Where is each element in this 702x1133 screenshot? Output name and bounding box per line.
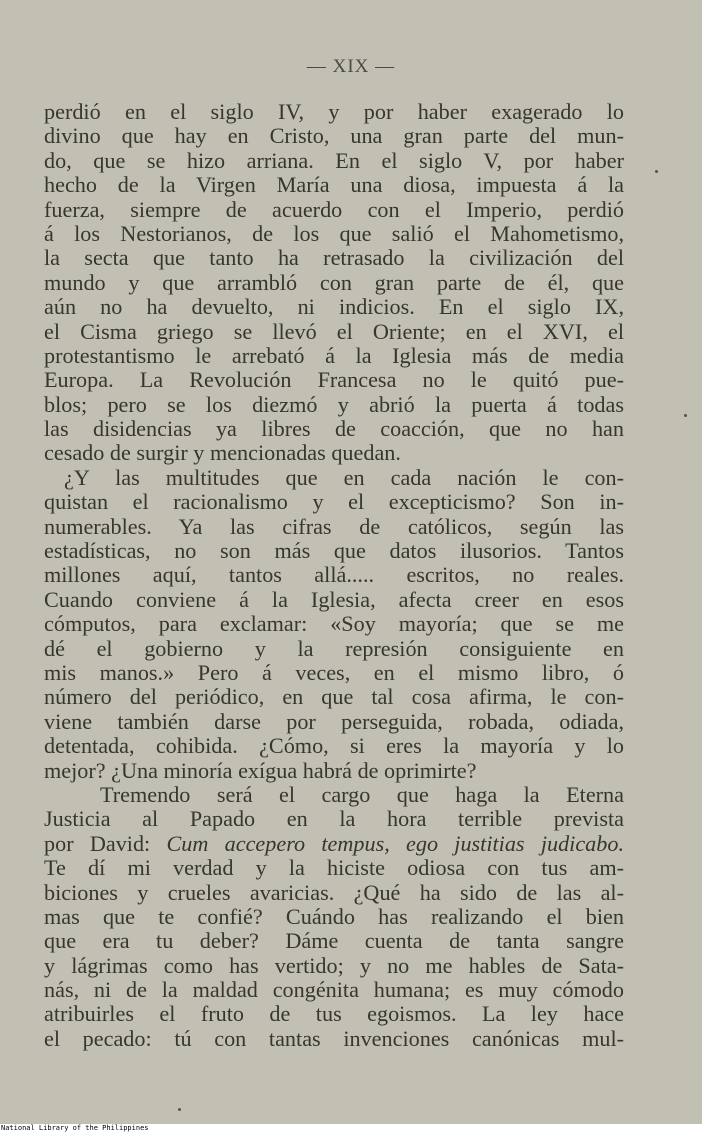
text-line: mundo y que arrambló con gran parte de él, que	[44, 270, 624, 295]
text-line: dé el gobierno y la represión consiguiente en	[44, 636, 624, 661]
text-line: biciones y crueles avaricias. ¿Qué ha sido de las al-	[44, 880, 624, 905]
text-line: hecho de la Virgen María una diosa, impuesta á la	[44, 173, 624, 198]
text-line: detentada, cohibida. ¿Cómo, si eres la mayoría y lo	[44, 734, 624, 759]
paper-speck	[178, 1108, 181, 1111]
text-line: perdió en el siglo IV, y por haber exagerado lo	[44, 100, 624, 124]
text-line: millones aquí, tantos allá..... escritos, no reales.	[44, 563, 624, 588]
latin-quote: Cum accepero tempus, ego justitias judicabo.	[166, 831, 624, 856]
text-line: estadísticas, no son más que datos ilusorios. Tantos	[44, 539, 624, 564]
text-line: la secta que tanto ha retrasado la civilización del	[44, 246, 624, 271]
text-line: Cuando conviene á la Iglesia, afecta creer en esos	[44, 587, 624, 612]
text-line: numerables. Ya las cifras de católicos, según las	[44, 514, 624, 539]
text-line: cómputos, para exclamar: «Soy mayoría; que se me	[44, 612, 624, 637]
text-line: número del periódico, en que tal cosa afirma, le con-	[44, 685, 624, 710]
text-line: do, que se hizo arriana. En el siglo V, por haber	[44, 148, 624, 173]
text-line: divino que hay en Cristo, una gran parte del mun-	[44, 124, 624, 149]
text-line: viene también darse por perseguida, robada, odiada,	[44, 709, 624, 734]
page-number-header: — XIX —	[306, 56, 396, 77]
text-line: mis manos.» Pero á veces, en el mismo libro, ó	[44, 660, 624, 685]
text-line: quistan el racionalismo y el excepticismo? Son in-	[44, 490, 624, 515]
text-line: fuerza, siempre de acuerdo con el Imperio, perdió	[44, 197, 624, 222]
paragraph-first-line: ¿Y las multitudes que en cada nación le con-	[64, 465, 624, 490]
paragraph-last-line: mejor? ¿Una minoría exígua habrá de oprimirte?	[44, 758, 477, 783]
text-line: el pecado: tú con tantas invenciones canónicas mul-	[44, 1026, 624, 1051]
text-line: mas que te confié? Cuándo has realizando el bien	[44, 904, 624, 929]
quote-prefix: por David:	[44, 831, 167, 856]
paper-speck	[684, 414, 687, 417]
latin-quote-line	[44, 832, 624, 856]
text-line: Europa. La Revolución Francesa no le quitó pue-	[44, 368, 624, 393]
text-line: las disidencias ya libres de coacción, que no han	[44, 417, 624, 442]
text-line: Justicia al Papado en la hora terrible prevista	[44, 807, 624, 832]
text-line: aún no ha devuelto, ni indicios. En el siglo IX,	[44, 295, 624, 320]
text-line: Te dí mi verdad y la hiciste odiosa con tus am-	[44, 856, 624, 881]
text-line: y lágrimas como has vertido; y no me hables de Sata-	[44, 953, 624, 978]
paragraph-first-line: Tremendo será el cargo que haga la Eterna	[100, 782, 624, 807]
paragraph-last-line: cesado de surgir y mencionadas quedan.	[44, 441, 401, 466]
text-line: que era tu deber? Dáme cuenta de tanta sangre	[44, 929, 624, 954]
library-credit: National Library of the Philippines	[1, 1124, 149, 1132]
text-line: atribuirles el fruto de tus egoismos. La ley hace	[44, 1002, 624, 1027]
text-line: blos; pero se los diezmó y abrió la puerta á todas	[44, 392, 624, 417]
paper-speck	[655, 170, 658, 173]
text-line: protestantismo le arrebató á la Iglesia más de media	[44, 343, 624, 368]
text-line: el Cisma griego se llevó el Oriente; en el XVI, el	[44, 319, 624, 344]
body-text	[44, 100, 624, 1051]
text-line: á los Nestorianos, de los que salió el Mahometismo,	[44, 221, 624, 246]
text-line: nás, ni de la maldad congénita humana; es muy cómodo	[44, 978, 624, 1003]
